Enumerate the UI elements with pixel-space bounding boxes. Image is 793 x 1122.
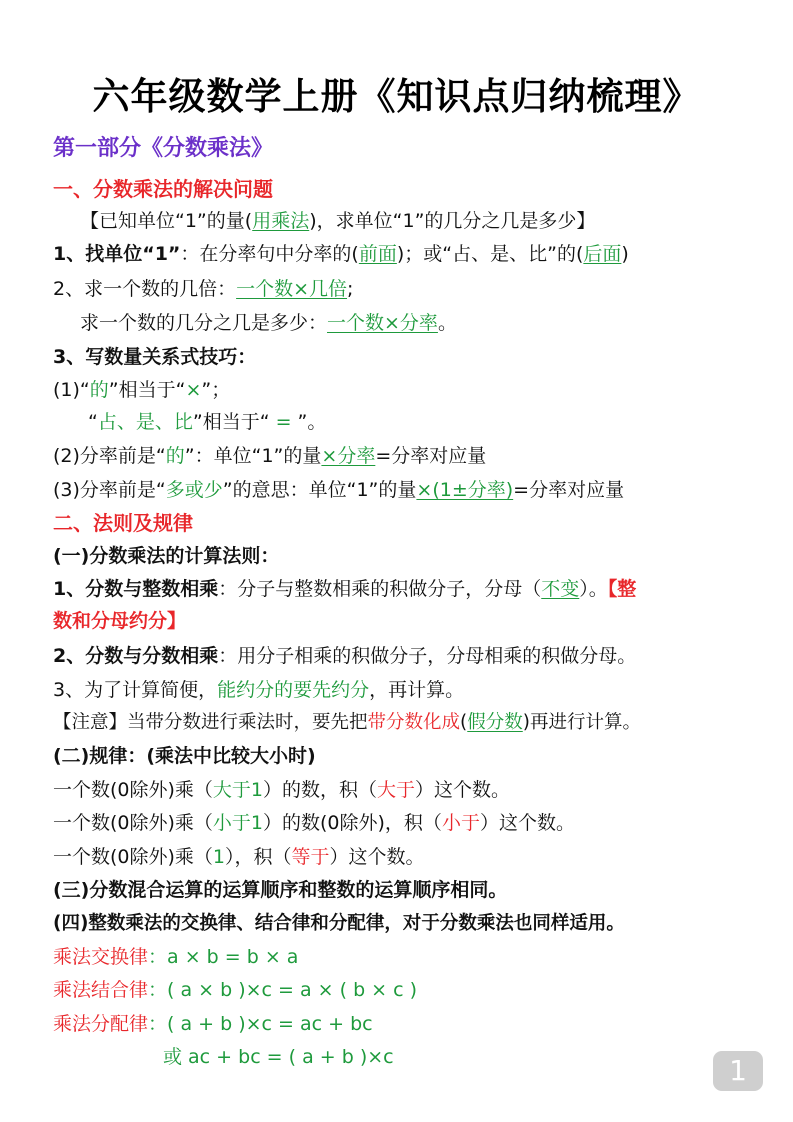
distributive-law: 乘法分配律：( a + b )×c = ac + bc	[53, 1013, 373, 1035]
distributive-law-alt: 或 ac + bc = ( a + b )×c	[163, 1046, 394, 1068]
section-heading-1: 一、分数乘法的解决问题	[53, 177, 273, 201]
law-greater: 一个数(0除外)乘（大于1）的数，积（大于）这个数。	[53, 779, 511, 801]
commutative-law: 乘法交换律：a × b = b × a	[53, 946, 299, 968]
subheading-3: (三)分数混合运算的运算顺序和整数的运算顺序相同。	[53, 879, 508, 901]
tip-line-1: (1)“的”相当于“×”；	[53, 379, 231, 401]
rule-integer-cont: 数和分母约分】	[53, 610, 187, 632]
subheading-1: (一)分数乘法的计算法则：	[53, 545, 280, 567]
section-heading-2: 二、法则及规律	[53, 511, 193, 535]
law-less: 一个数(0除外)乘（小于1）的数(0除外)，积（小于）这个数。	[53, 812, 575, 834]
tip-line-3: (2)分率前是“的”：单位“1”的量×分率=分率对应量	[53, 445, 487, 467]
tip-line-2: “占、是、比”相当于“ = ”。	[88, 411, 327, 433]
rule-integer: 1、分数与整数相乘：分子与整数相乘的积做分子，分母（不变）。【整	[53, 578, 637, 600]
part-heading: 第一部分《分数乘法》	[53, 136, 274, 161]
rule-simplify: 3、为了计算简便，能约分的要先约分，再计算。	[53, 679, 465, 701]
page-title: 六年级数学上册《知识点归纳梳理》	[92, 75, 701, 118]
law-equal: 一个数(0除外)乘（1），积（等于）这个数。	[53, 846, 425, 868]
rule-line-1: 1、找单位“1”：在分率句中分率的(前面)；或“占、是、比”的(后面)	[53, 243, 629, 265]
subheading-2: (二)规律：(乘法中比较大小时)	[53, 745, 316, 767]
rule-line-3: 求一个数的几分之几是多少：一个数×分率。	[80, 312, 457, 334]
associative-law: 乘法结合律：( a × b )×c = a × ( b × c )	[53, 979, 418, 1001]
subheading-4: (四)整数乘法的交换律、结合律和分配律，对于分数乘法也同样适用。	[53, 913, 625, 934]
rule-line-2: 2、求一个数的几倍：一个数×几倍;	[53, 278, 354, 300]
page-number-badge: 1	[713, 1051, 763, 1091]
tip-line-4: (3)分率前是“多或少”的意思：单位“1”的量×(1±分率)=分率对应量	[53, 479, 625, 501]
rule-line-4: 3、写数量关系式技巧：	[53, 346, 257, 368]
note-line: 【已知单位“1”的量(用乘法)，求单位“1”的几分之几是多少】	[80, 210, 596, 232]
rule-fraction: 2、分数与分数相乘：用分子相乘的积做分子，分母相乘的积做分母。	[53, 645, 637, 667]
rule-note: 【注意】当带分数进行乘法时，要先把带分数化成(假分数)再进行计算。	[53, 712, 641, 733]
